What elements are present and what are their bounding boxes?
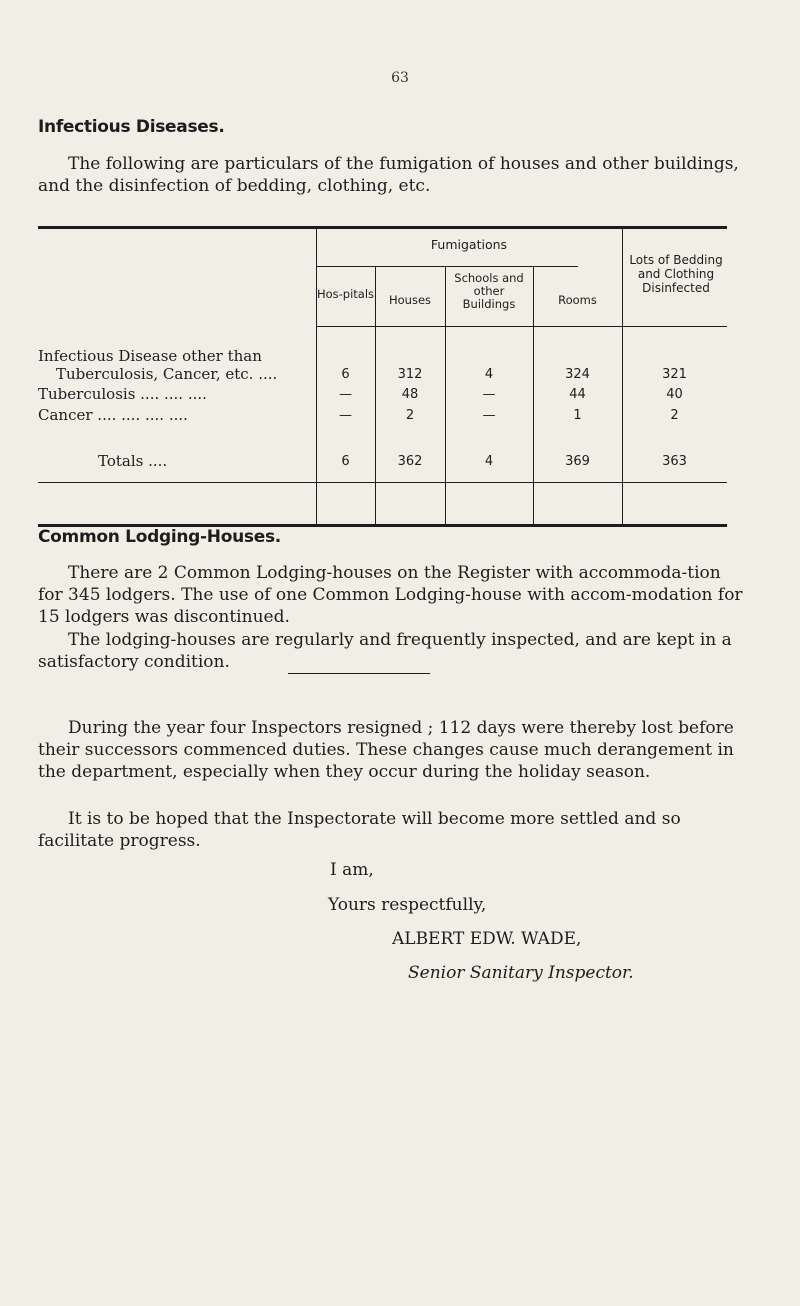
signoff-title: Senior Sanitary Inspector. [408, 963, 634, 983]
col-header-rooms: Rooms [558, 293, 597, 307]
section-divider [288, 673, 430, 674]
table-cell: — [339, 387, 352, 402]
table-cell: — [482, 387, 496, 402]
col-header-schools: Schools and other Buildings [454, 271, 524, 311]
col-header-houses: Houses [388, 293, 432, 307]
row-label-totals: Totals .... [98, 452, 168, 470]
table-cell: 4 [484, 367, 494, 382]
col-header-hospitals: Hos-pitals [316, 287, 375, 301]
table-cell: 324 [565, 367, 590, 382]
intro-paragraph: The following are particulars of the fumigation of houses and other buildings, and the disinfection of bedding, clothing, etc. [38, 154, 739, 196]
lodging-paragraph-2: The lodging-houses are regularly and frequently inspected, and are kept in a satisfactory condition. [38, 630, 732, 672]
table-cell: 362 [397, 454, 423, 469]
table-cell: 363 [662, 454, 687, 469]
inspectors-paragraph-1: During the year four Inspectors resigned ; 112 days were thereby lost before their successors commenced duties. These changes cause much derangement in the department, especially when they occur during the holiday season. [38, 718, 734, 782]
col-header-lots-disinfected: Lots of Bedding and Clothing Disinfected [629, 253, 723, 295]
table-cell: — [482, 408, 496, 423]
table-cell: 2 [670, 408, 679, 423]
row-label-infectious: Tuberculosis, Cancer, etc. .... [56, 365, 278, 383]
table-cell: 1 [573, 408, 582, 423]
row-label-infectious-line1: Infectious Disease other than [38, 347, 262, 365]
table-cell: 2 [405, 408, 415, 423]
header-bottom-rule [316, 326, 727, 327]
table-cell: — [339, 408, 352, 423]
table-cell: 6 [341, 454, 350, 469]
page-number: 63 [391, 70, 409, 86]
table-cell: 369 [565, 454, 590, 469]
lodging-paragraph-1: There are 2 Common Lodging-houses on the Register with accommoda-tion for 345 lodgers. The use of one Common Lodging-house with accom-modation for 15 lodgers was discontinued. [38, 563, 743, 627]
table-cell: 312 [397, 367, 423, 382]
section-heading-infectious-diseases: Infectious Diseases. [38, 117, 225, 137]
table-cell: 321 [662, 367, 687, 382]
totals-top-rule [38, 482, 727, 483]
table-cell: 48 [401, 387, 419, 402]
fumigations-header: Fumigations [430, 237, 508, 252]
table-cell: 40 [666, 387, 683, 402]
table-top-rule [38, 226, 727, 229]
signoff-name: ALBERT EDW. WADE, [392, 929, 582, 949]
row-label-cancer: Cancer .... .... .... .... [38, 406, 188, 424]
signoff-line-1: I am, [330, 860, 374, 880]
table-cell: 44 [569, 387, 586, 402]
fumigations-under-rule [316, 266, 578, 267]
fumigation-table [38, 226, 727, 528]
table-cell: 6 [341, 367, 350, 382]
signoff-line-2: Yours respectfully, [328, 895, 487, 915]
table-cell: 4 [484, 454, 494, 469]
section-heading-lodging-houses: Common Lodging-Houses. [38, 527, 281, 547]
row-label-tuberculosis: Tuberculosis .... .... .... [38, 385, 207, 403]
inspectors-paragraph-2: It is to be hoped that the Inspectorate will become more settled and so facilitate progress. [38, 809, 681, 851]
